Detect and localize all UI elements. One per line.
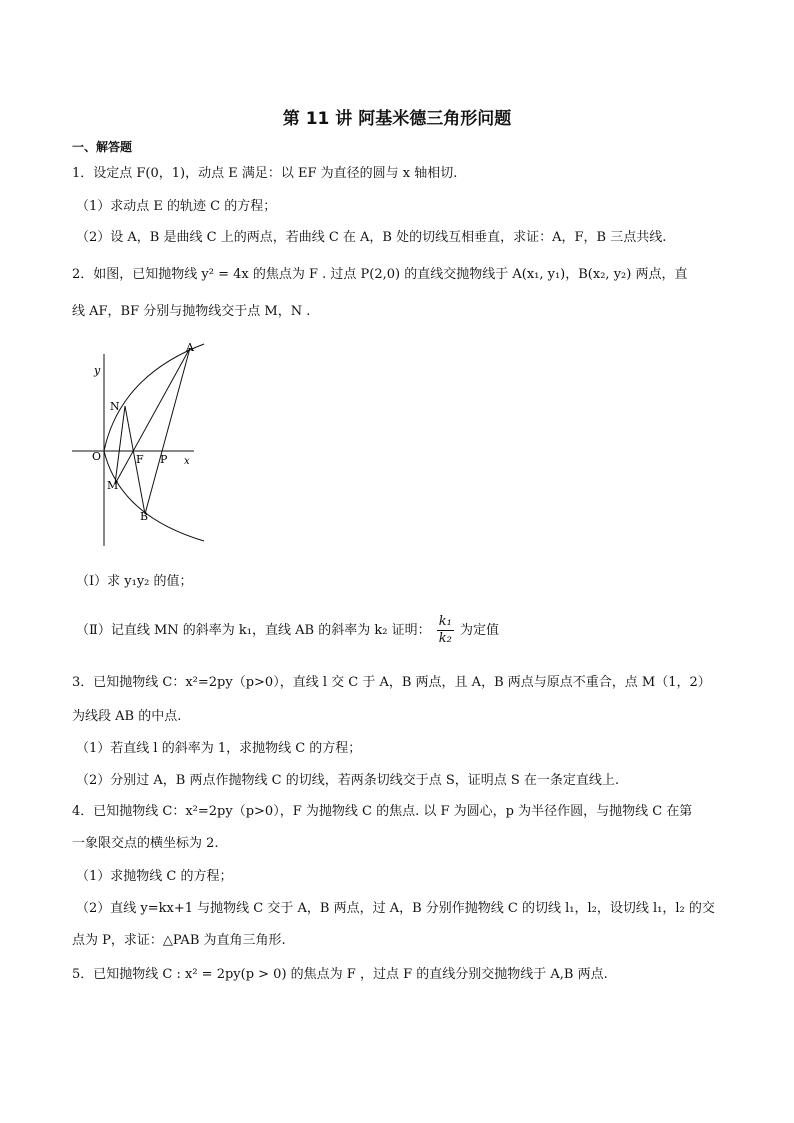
line-MN [115,406,125,484]
label-F: F [136,453,144,466]
label-P: P [160,453,168,466]
q2-part2 [76,614,499,648]
q3-stem-line1: 3．已知抛物线 C：x²=2py（p>0），直线 l 交 C 于 A，B 两点，且 A，B 两点与原点不重合，点 M（1，2） [72,675,711,690]
label-A: A [186,341,194,354]
parabola-figure [70,336,210,556]
q4-stem-line1: 4．已知抛物线 C：x²=2py（p>0），F 为抛物线 C 的焦点. 以 F 为圆心，p 为半径作圆，与抛物线 C 在第 [72,804,693,819]
q4-part1: （1）求抛物线 C 的方程； [76,869,233,884]
label-O: O [92,450,102,463]
q4-part2-line1: （2）直线 y=kx+1 与抛物线 C 交于 A，B 两点，过 A，B 分别作抛物线 C 的切线 l₁，l₂，设切线 l₁，l₂ 的交 [76,901,715,916]
q2-stem-line2: 线 AF，BF 分别与抛物线交于点 M，N . [72,304,311,319]
label-x: x [184,456,190,467]
label-B: B [140,510,149,523]
q2-part2-suffix: 为定值 [459,623,499,638]
q3-part2: （2）分别过 A，B 两点作抛物线 C 的切线，若两条切线交于点 S，证明点 S 在一条定直线上. [76,773,620,788]
q3-stem-line2: 为线段 AB 的中点. [72,709,182,724]
parabola-curve [104,344,204,541]
page-title: 第 11 讲 阿基米德三角形问题 [282,109,512,129]
label-y: y [94,364,101,377]
q2-part1: （Ⅰ）求 y₁y₂ 的值； [76,574,193,589]
q5-stem: 5．已知抛物线 C : x² = 2py(p > 0) 的焦点为 F ，过点 F 的直线分别交抛物线于 A,B 两点. [72,967,608,982]
label-M: M [107,479,119,492]
q4-part2-line2: 点为 P，求证：△PAB 为直角三角形. [72,933,286,948]
q3-part1: （1）若直线 l 的斜率为 1，求抛物线 C 的方程； [76,741,362,756]
q2-stem-line1: 2．如图，已知抛物线 y² = 4x 的焦点为 F . 过点 P(2,0) 的直线交抛物线于 A(x₁, y₁)，B(x₂, y₂) 两点，直 [72,267,688,282]
line-AM [115,348,190,484]
section-heading: 一、解答题 [72,140,133,154]
q1-part1: （1）求动点 E 的轨迹 C 的方程； [76,199,277,214]
q2-part2-prefix: （Ⅱ）记直线 MN 的斜率为 k₁，直线 AB 的斜率为 k₂ 证明： [76,623,431,638]
q1-part2: （2）设 A，B 是曲线 C 上的两点，若曲线 C 在 A，B 处的切线互相垂直，求证：A，F，B 三点共线. [76,230,667,245]
fraction-numerator: k₁ [438,614,452,629]
label-N: N [110,400,120,413]
q4-stem-line2: 一象限交点的横坐标为 2. [72,836,219,851]
k-ratio-fraction [437,614,454,647]
q1-stem: 1．设定点 F(0，1)，动点 E 满足：以 EF 为直径的圆与 x 轴相切. [72,166,458,181]
fraction-denominator: k₂ [438,631,452,646]
